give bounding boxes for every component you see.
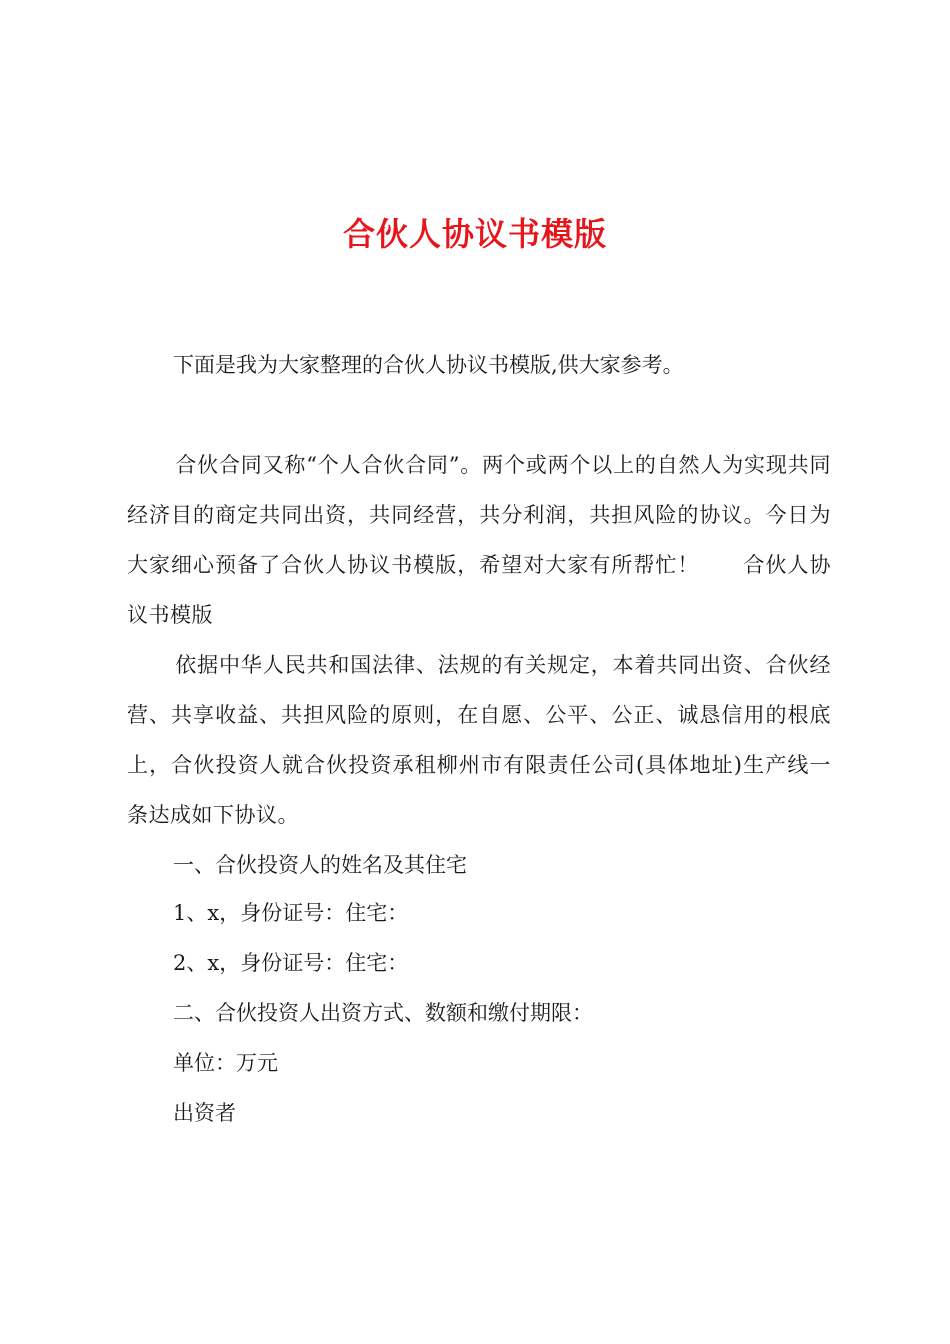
paragraph-preamble: 依据中华人民共和国法律、法规的有关规定，本着共同出资、合伙经营、共享收益、共担风险的原则，在自愿、公平、公正、诚恳信用的根底上，合伙投资人就合伙投资承租柳州市有限责任公司(具体地址)生产线一条达成如下协议。 [127,653,831,827]
paragraph-definition: 合伙合同又称“个人合伙合同”。两个或两个以上的自然人为实现共同经济目的商定共同出资，共同经营，共分利润，共担风险的协议。今日为大家细心预备了合伙人协议书模版，希望对大家有所帮忙！ 合伙人协议书模版 [127,453,831,627]
investor-label: 出资者 [173,1101,236,1125]
investor-item-1: 1、x，身份证号：住宅： [173,901,409,925]
section-heading-investors: 一、合伙投资人的姓名及其住宅 [173,853,467,877]
section-heading-contribution: 二、合伙投资人出资方式、数额和缴付期限： [173,1001,593,1025]
unit-label: 单位：万元 [173,1051,278,1075]
document-title: 合伙人协议书模版 [342,215,607,253]
investor-item-2: 2、x，身份证号：住宅： [173,951,409,975]
intro-line: 下面是我为大家整理的合伙人协议书模版,供大家参考。 [173,353,684,377]
